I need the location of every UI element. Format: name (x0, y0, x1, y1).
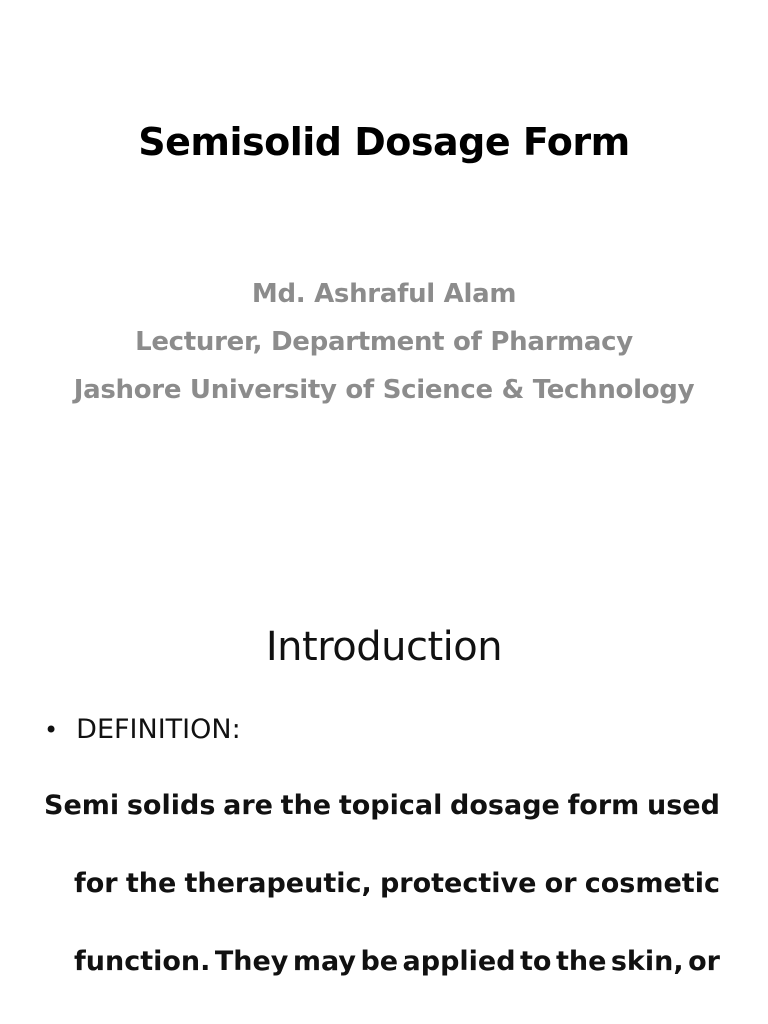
word: Semi (44, 790, 120, 821)
word: cosmetic (584, 868, 720, 899)
definition-line-2 (74, 868, 720, 899)
word: the (280, 790, 332, 821)
word: be (360, 946, 399, 977)
author-name: Md. Ashraful Alam (251, 279, 517, 309)
word: or (688, 946, 720, 977)
institution-name: Jashore University of Science & Technology (73, 375, 695, 405)
word: form (567, 790, 640, 821)
word: used (647, 790, 720, 821)
word: dosage (450, 790, 560, 821)
word: applied (402, 946, 516, 977)
intro-heading: Introduction (265, 624, 503, 670)
definition-line-3 (74, 946, 720, 977)
word: They (214, 946, 289, 977)
word: therapeutic, (184, 868, 372, 899)
definition-label: DEFINITION: (76, 714, 241, 745)
word: are (223, 790, 273, 821)
word: topical (338, 790, 443, 821)
subtitle-block (0, 274, 768, 418)
definition-bullet (44, 714, 241, 745)
word: the (555, 946, 607, 977)
word: to (520, 946, 552, 977)
word: protective (379, 868, 537, 899)
word: or (544, 868, 577, 899)
word: for (74, 868, 118, 899)
introduction-slide (0, 576, 768, 1024)
word: function. (74, 946, 211, 977)
word: the (125, 868, 177, 899)
word: solids (126, 790, 216, 821)
bullet-icon: • (44, 715, 59, 744)
word: skin, (610, 946, 684, 977)
definition-line-1 (44, 790, 720, 821)
slide-title: Semisolid Dosage Form (138, 120, 630, 164)
author-position: Lecturer, Department of Pharmacy (135, 327, 633, 357)
word: may (292, 946, 356, 977)
